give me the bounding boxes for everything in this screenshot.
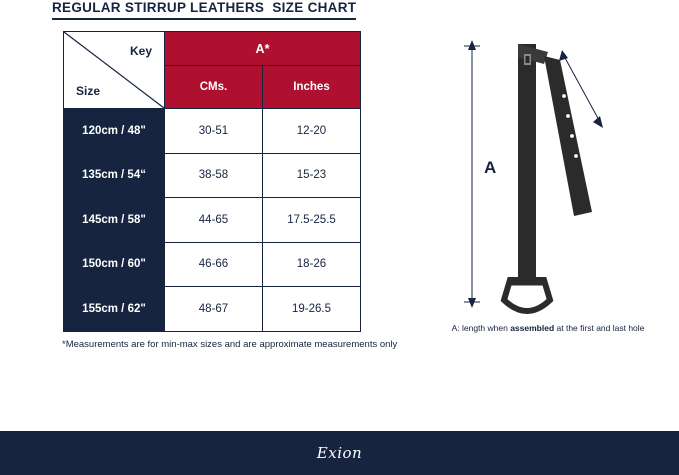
- table-row: [64, 153, 361, 198]
- row-cms-value: 46-66: [165, 242, 263, 287]
- table-row: [64, 109, 361, 154]
- table-footnote: *Measurements are for min-max sizes and are approximate measurements only: [62, 339, 398, 350]
- row-cms-value: 48-67: [165, 287, 263, 332]
- table-row: [64, 242, 361, 287]
- row-inches-value: 19-26.5: [263, 287, 361, 332]
- table-header-row: [64, 32, 361, 66]
- row-size-label: 120cm / 48": [64, 109, 165, 154]
- row-inches-value: 15-23: [263, 153, 361, 198]
- size-header-label: Size: [76, 84, 101, 98]
- table-row: [64, 198, 361, 243]
- table-row: [64, 287, 361, 332]
- row-inches-value: 17.5-25.5: [263, 198, 361, 243]
- row-inches-value: 18-26: [263, 242, 361, 287]
- footer-bar: [0, 431, 679, 475]
- key-header-label: Key: [129, 44, 152, 58]
- group-header-a: A*: [165, 32, 361, 66]
- brand-logo: Exion: [316, 444, 363, 462]
- row-cms-value: 30-51: [165, 109, 263, 154]
- row-size-label: 145cm / 58": [64, 198, 165, 243]
- page-title: REGULAR STIRRUP LEATHERS SIZE CHART: [52, 0, 356, 20]
- caption-post-text: at the first and last hole: [554, 323, 645, 333]
- key-size-corner-cell: [64, 32, 165, 109]
- row-size-label: 155cm / 62": [64, 287, 165, 332]
- row-cms-value: 44-65: [165, 198, 263, 243]
- stirrup-leather-diagram: [440, 30, 670, 320]
- unit-header-inches: Inches: [263, 66, 361, 109]
- caption-bold-text: assembled: [510, 323, 555, 333]
- measurement-letter-a: A: [484, 158, 497, 177]
- unit-header-cms: CMs.: [165, 66, 263, 109]
- size-chart-table: [63, 31, 361, 332]
- row-size-label: 150cm / 60": [64, 242, 165, 287]
- row-inches-value: 12-20: [263, 109, 361, 154]
- row-size-label: 135cm / 54“: [64, 153, 165, 198]
- row-cms-value: 38-58: [165, 153, 263, 198]
- caption-pre-text: A: length when: [451, 323, 511, 333]
- diagram-caption: [428, 323, 668, 333]
